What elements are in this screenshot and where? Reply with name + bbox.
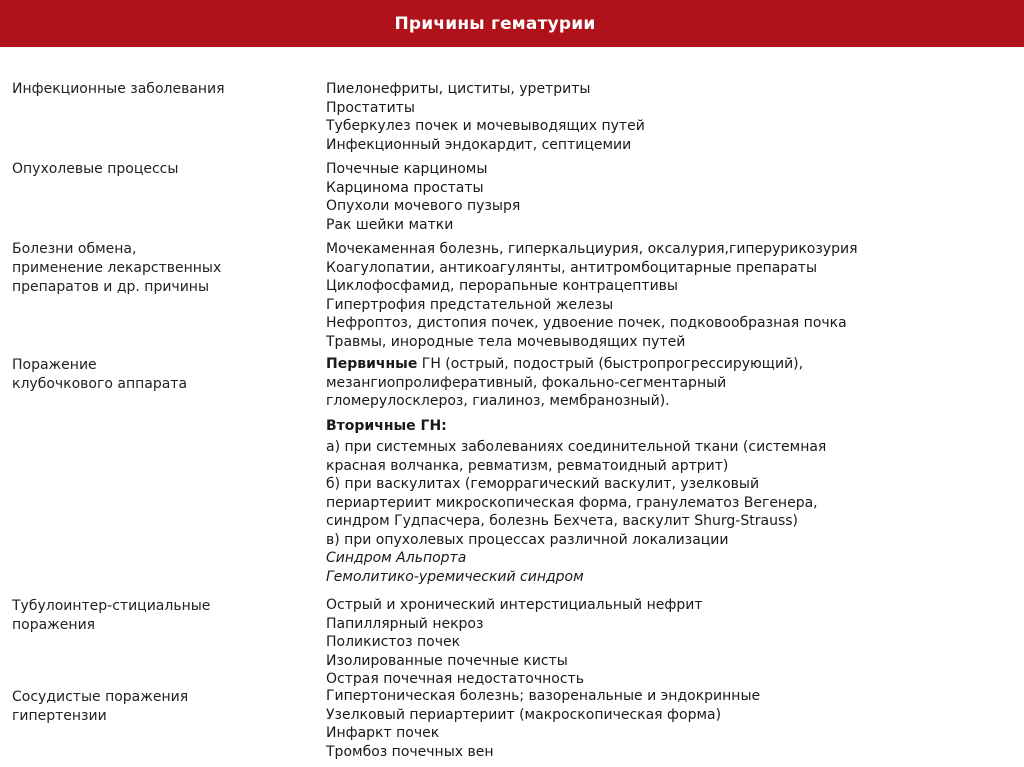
list-item: Пиелонефриты, циститы, уретриты — [326, 81, 591, 97]
list-item: Опухоли мочевого пузыря — [326, 198, 521, 214]
list-item: Мочекаменная болезнь, гиперкальциурия, оксалурия,гиперурикозурия — [326, 241, 858, 257]
list-item: Изолированные почечные кисты — [326, 652, 568, 669]
list-item: синдром Гудпасчера, болезнь Бехчета, васкулит Shurg-Strauss) — [326, 513, 798, 529]
list-item: Гипертрофия предстательной железы — [326, 296, 614, 313]
list-item: мезангиопролиферативный, фокально-сегментарный — [326, 374, 727, 391]
list-item: Поликистоз почек — [326, 634, 461, 650]
items-vascular — [326, 687, 1021, 761]
category-glomerular: Поражение клубочкового аппарата — [12, 357, 188, 392]
list-item: Синдром Альпорта — [326, 550, 467, 566]
list-item: Острый и хронический интерстициальный нефрит — [326, 597, 703, 613]
list-item: красная волчанка, ревматизм, ревматоидный артрит) — [326, 457, 729, 474]
list-item: Туберкулез почек и мочевыводящих путей — [326, 118, 645, 134]
page-title: Причины гематурии — [394, 13, 596, 34]
list-item: в) при опухолевых процессах различной локализации — [326, 531, 729, 548]
items-tumor — [326, 160, 1021, 234]
list-item: Коагулопатии, антикоагулянты, антитромбоцитарные препараты — [326, 259, 818, 276]
list-item: Инфаркт почек — [326, 725, 440, 741]
title-bar — [0, 0, 1024, 47]
list-item: Карцинома простаты — [326, 179, 484, 196]
category-tubulointerstitial: Тубулоинтер-стициальные поражения — [12, 598, 211, 633]
items-infectious — [326, 80, 1021, 154]
category-vascular: Сосудистые поражения гипертензии — [12, 689, 189, 724]
secondary-label: Вторичные ГН: — [326, 417, 447, 434]
list-item: Циклофосфамид, перорапьные контрацептивы — [326, 278, 678, 294]
list-item: Инфекционный эндокардит, септицемии — [326, 136, 632, 153]
list-item: Нефроптоз, дистопия почек, удвоение почек, подковообразная почка — [326, 315, 847, 331]
primary-gn-line: Первичные ГН (острый, подострый (быстропрогрессирующий), — [326, 356, 804, 372]
list-item: Гемолитико-уремический синдром — [326, 568, 584, 585]
items-tubulointerstitial — [326, 596, 1021, 689]
primary-label: Первичные — [326, 356, 418, 372]
category-metabolic: Болезни обмена, применение лекарственных препаратов и др. причины — [12, 241, 222, 295]
items-metabolic — [326, 240, 1021, 351]
list-item: Гипертоническая болезнь; вазоренальные и эндокринные — [326, 688, 761, 704]
list-item: периартериит микроскопическая форма, гранулематоз Вегенера, — [326, 494, 818, 511]
list-item: Папиллярный некроз — [326, 615, 484, 632]
list-item: гломерулосклероз, гиалиноз, мембранозный). — [326, 393, 670, 409]
list-item: Узелковый периартериит (макроскопическая форма) — [326, 706, 722, 723]
list-item: Острая почечная недостаточность — [326, 671, 584, 687]
category-infectious: Инфекционные заболевания — [12, 81, 225, 97]
list-item: Почечные карциномы — [326, 161, 488, 177]
list-item: Тромбоз почечных вен — [326, 743, 494, 760]
list-item: а) при системных заболеваниях соединительной ткани (системная — [326, 439, 827, 455]
category-tumor: Опухолевые процессы — [12, 161, 179, 177]
list-item: б) при васкулитах (геморрагический васкулит, узелковый — [326, 476, 760, 492]
list-item: Простатиты — [326, 99, 415, 116]
items-glomerular — [326, 355, 1021, 586]
list-item: Травмы, инородные тела мочевыводящих путей — [326, 333, 686, 350]
list-item: Рак шейки матки — [326, 216, 454, 233]
